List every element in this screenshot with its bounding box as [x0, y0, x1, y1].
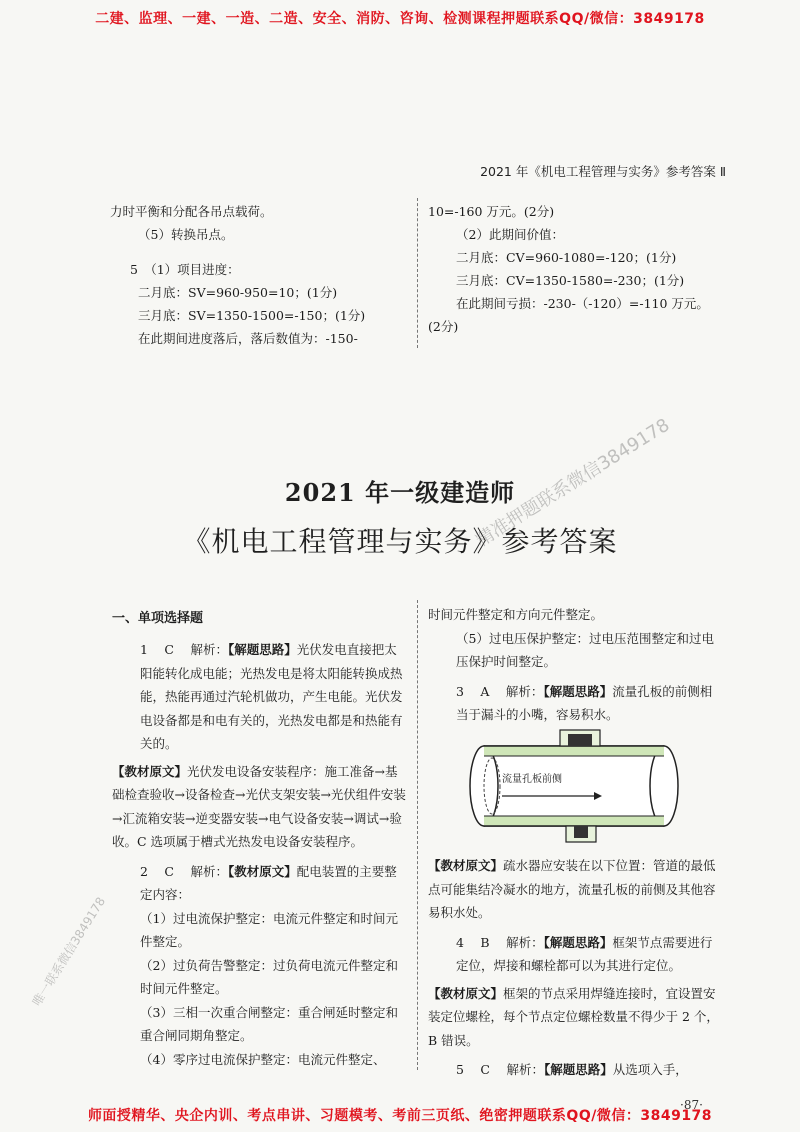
- answer-paragraph: [428, 1058, 724, 1082]
- pipe-wall-bottom: [484, 816, 664, 826]
- upper-right-column: [428, 200, 728, 338]
- text-line: 在此期间进度落后，落后数值为：-150-: [138, 331, 358, 346]
- text-line: 力时平衡和分配各吊点载荷。: [110, 204, 273, 219]
- page-title: 2021 年一级建造师: [284, 478, 516, 507]
- answer-lead: 3 A 解析：: [456, 683, 544, 699]
- answer-text: 光伏发电设备安装程序：施工准备→基础检查验收→设备检查→光伏支架安装→光伏组件安装→汇流箱安装→逆变器安装→电气设备安装→调试→验收。C 选项属于槽式光热发电设备安装程序。: [112, 763, 406, 849]
- answer-text: 疏水器应安装在以下位置：管道的最低点可能集结冷凝水的地方，流量孔板的前侧及其他容易积水处。: [428, 858, 716, 920]
- keyword-tag: 【教材原文】: [227, 863, 297, 879]
- answer-lead: 2 C 解析：: [140, 863, 228, 879]
- pipe-right-end: [650, 746, 678, 826]
- keyword-tag: 【解题思路】: [543, 1062, 613, 1077]
- answer-paragraph: （4）零序过电流保护整定：电流元件整定、: [140, 1051, 386, 1067]
- answer-paragraph: [428, 680, 724, 727]
- text-line: 三月底：CV=1350-1580=-230；(1分): [456, 273, 685, 288]
- answer-paragraph: [112, 638, 406, 756]
- answer-paragraph: （2）过负荷告警整定：过负荷电流元件整定和时间元件整定。: [140, 957, 398, 996]
- answer-text: 流量孔板的前侧相当于漏斗的小嘴，容易积水。: [456, 683, 713, 722]
- text-line: 二月底：SV=960-950=10；(1分): [138, 285, 338, 300]
- text-line: 在此期间亏损：-230-（-120）=-110 万元。: [456, 296, 709, 311]
- keyword-tag: 【教材原文】: [428, 858, 504, 873]
- top-valve-core: [568, 734, 592, 746]
- bottom-promo-banner: 师面授精华、央企内训、考点串讲、习题模考、考前三页纸、绝密押题联系QQ/微信：3849178: [87, 1108, 713, 1124]
- answer-paragraph: [428, 931, 724, 978]
- watermark: 精准押题联系微信3849178: [472, 414, 674, 552]
- keyword-tag: 【解题思路】: [227, 642, 297, 657]
- column-divider: [417, 198, 418, 348]
- pipe-body: [484, 746, 664, 826]
- answer-paragraph: 时间元件整定和方向元件整定。: [428, 607, 604, 622]
- answer-text: 光伏发电直接把太阳能转化成电能；光热发电是将太阳能转换成热能，热能再通过汽轮机做功，产生电能。光伏发电设备都是和电有关的，光热发电都是和热能有关的。: [140, 642, 403, 751]
- side-watermark: 唯一联系微信3849178: [29, 894, 109, 1009]
- keyword-tag: 【教材原文】: [428, 985, 504, 1001]
- answer-paragraph: [112, 860, 406, 907]
- lower-right-column-cont: [428, 854, 724, 1082]
- answer-text: 框架节点需要进行定位，焊接和螺栓都可以为其进行定位。: [456, 934, 713, 973]
- top-promo-banner: 二建、监理、一建、一造、二造、安全、消防、咨询、检测课程押题联系QQ/微信：3849178: [95, 11, 705, 27]
- answer-text: 配电装置的主要整定内容：: [140, 863, 397, 902]
- upper-left-column: [110, 200, 406, 350]
- text-line: 二月底：CV=960-1080=-120；(1分): [456, 250, 677, 265]
- text-line: （5）转换吊点。: [138, 227, 234, 242]
- answer-text: 从选项入手，: [612, 1062, 688, 1077]
- pipe-wall-top: [484, 746, 664, 756]
- answer-paragraph: （3）三相一次重合闸整定：重合闸延时整定和重合闸同期角整定。: [140, 1004, 398, 1043]
- lower-left-column: [112, 638, 406, 1071]
- answer-paragraph: [112, 760, 406, 854]
- answer-paragraph: （5）过电压保护整定：过电压范围整定和过电压保护时间整定。: [456, 630, 714, 669]
- text-line: 5 （1）项目进度：: [130, 262, 240, 277]
- lower-right-column: [428, 603, 724, 727]
- keyword-tag: 【解题思路】: [543, 934, 613, 950]
- answer-lead: 4 B 解析：: [456, 934, 544, 950]
- bottom-valve-core: [574, 826, 588, 838]
- answer-paragraph: [428, 854, 724, 925]
- section-heading: 一、单项选择题: [112, 611, 204, 626]
- diagram-label: 流量孔板前侧: [502, 774, 562, 785]
- answer-text: 框架的节点采用焊缝连接时，宜设置安装定位螺栓，每个节点定位螺栓数量不得少于 2 个，B 错误。: [428, 985, 719, 1048]
- keyword-tag: 【教材原文】: [112, 763, 188, 779]
- page-number: ·87·: [680, 1098, 703, 1112]
- answer-lead: 1 C 解析：: [140, 642, 228, 657]
- text-line: 10=-160 万元。(2分): [428, 204, 555, 219]
- text-line: 三月底：SV=1350-1500=-150；(1分): [138, 308, 366, 323]
- orifice-pipe-diagram: [462, 728, 690, 846]
- answer-lead: 5 C 解析：: [456, 1062, 544, 1077]
- text-line: （2）此期间价值：: [456, 227, 564, 242]
- page-subtitle: 《机电工程管理与实务》参考答案: [182, 525, 618, 558]
- column-divider: [417, 600, 418, 1070]
- answer-paragraph: （1）过电流保护整定：电流元件整定和时间元件整定。: [140, 910, 398, 949]
- text-line: (2分): [428, 319, 459, 334]
- running-header: 2021 年《机电工程管理与实务》参考答案 Ⅱ: [480, 164, 726, 179]
- keyword-tag: 【解题思路】: [543, 683, 613, 699]
- answer-paragraph: [428, 982, 724, 1053]
